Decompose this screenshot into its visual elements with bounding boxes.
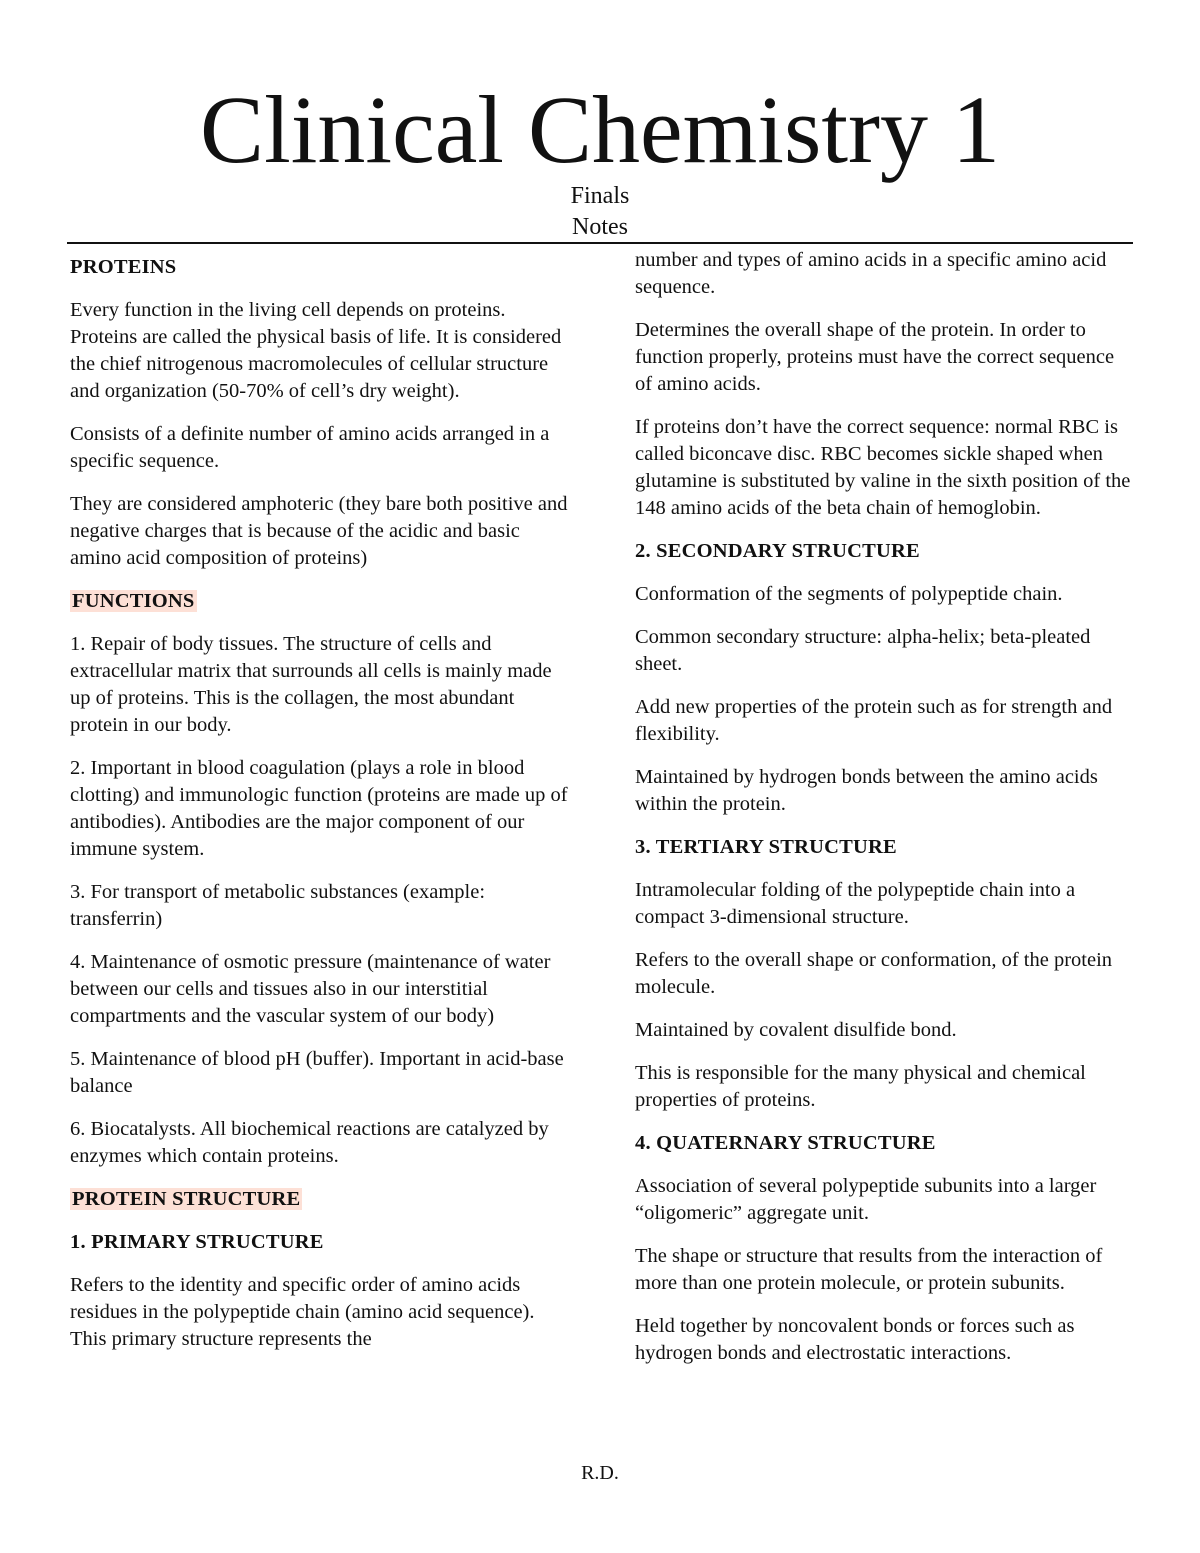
function-item: 1. Repair of body tissues. The structure of cells and extracellular matrix that surrounds all cells is mainly made up of proteins. This is the collagen, the most abundant protein in our body. <box>70 633 552 736</box>
section-heading-proteins: PROTEINS <box>70 256 177 278</box>
paragraph: The shape or structure that results from the interaction of more than one protein molecule, or protein subunits. <box>635 1245 1103 1294</box>
subheading-quaternary-structure: 4. QUATERNARY STRUCTURE <box>635 1132 936 1154</box>
left-column <box>70 254 570 1369</box>
paragraph: Held together by noncovalent bonds or forces such as hydrogen bonds and electrostatic interactions. <box>635 1315 1075 1364</box>
paragraph: Every function in the living cell depends on proteins. Proteins are called the physical basis of life. It is considered the chief nitrogenous macromolecules of cellular structure and organization (50-70% of cell’s dry weight). <box>70 299 562 402</box>
highlighted-heading: PROTEIN STRUCTURE <box>72 1188 301 1210</box>
subtitle-notes: Notes <box>572 214 628 240</box>
function-item: 5. Maintenance of blood pH (buffer). Important in acid-base balance <box>70 1048 564 1097</box>
paragraph: Intramolecular folding of the polypeptide chain into a compact 3-dimensional structure. <box>635 879 1076 928</box>
header-divider <box>67 242 1133 244</box>
paragraph: Add new properties of the protein such as for strength and flexibility. <box>635 696 1113 745</box>
paragraph: Refers to the identity and specific order of amino acids residues in the polypeptide chain (amino acid sequence). This primary structure represents the <box>70 1274 535 1350</box>
paragraph: If proteins don’t have the correct sequence: normal RBC is called biconcave disc. RBC becomes sickle shaped when glutamine is substituted by valine in the sixth position of the 148 amino acids of the beta chain of hemoglobin. <box>635 416 1131 519</box>
function-item: 3. For transport of metabolic substances (example: transferrin) <box>70 881 486 930</box>
paragraph: This is responsible for the many physical and chemical properties of proteins. <box>635 1062 1086 1111</box>
paragraph: Maintained by covalent disulfide bond. <box>635 1019 957 1041</box>
document-title: Clinical Chemistry 1 <box>200 76 1000 183</box>
function-item: 4. Maintenance of osmotic pressure (maintenance of water between our cells and tissues also in our interstitial compartments and the vascular system of our body) <box>70 951 551 1027</box>
paragraph: Determines the overall shape of the protein. In order to function properly, proteins must have the correct sequence of amino acids. <box>635 319 1115 395</box>
paragraph: They are considered amphoteric (they bare both positive and negative charges that is because of the acidic and basic amino acid composition of proteins) <box>70 493 568 569</box>
subheading-tertiary-structure: 3. TERTIARY STRUCTURE <box>635 836 897 858</box>
subheading-primary-structure: 1. PRIMARY STRUCTURE <box>70 1231 324 1253</box>
highlighted-heading: FUNCTIONS <box>72 590 195 612</box>
footer-initials: R.D. <box>581 1462 619 1484</box>
function-item: 6. Biocatalysts. All biochemical reactions are catalyzed by enzymes which contain proteins. <box>70 1118 549 1167</box>
function-item: 2. Important in blood coagulation (plays a role in blood clotting) and immunologic function (proteins are made up of antibodies). Antibodies are the major component of our immune system. <box>70 757 568 860</box>
subtitle-finals: Finals <box>570 183 630 209</box>
section-heading-functions <box>70 588 570 615</box>
section-heading-protein-structure <box>70 1186 570 1213</box>
paragraph: number and types of amino acids in a specific amino acid sequence. <box>635 249 1107 298</box>
paragraph: Consists of a definite number of amino acids arranged in a specific sequence. <box>70 423 550 472</box>
paragraph: Maintained by hydrogen bonds between the amino acids within the protein. <box>635 766 1098 815</box>
subheading-secondary-structure: 2. SECONDARY STRUCTURE <box>635 540 920 562</box>
right-column <box>635 247 1135 1383</box>
paragraph: Conformation of the segments of polypeptide chain. <box>635 583 1063 605</box>
paragraph: Association of several polypeptide subunits into a larger “oligomeric” aggregate unit. <box>635 1175 1097 1224</box>
paragraph: Common secondary structure: alpha-helix; beta-pleated sheet. <box>635 626 1091 675</box>
paragraph: Refers to the overall shape or conformation, of the protein molecule. <box>635 949 1113 998</box>
